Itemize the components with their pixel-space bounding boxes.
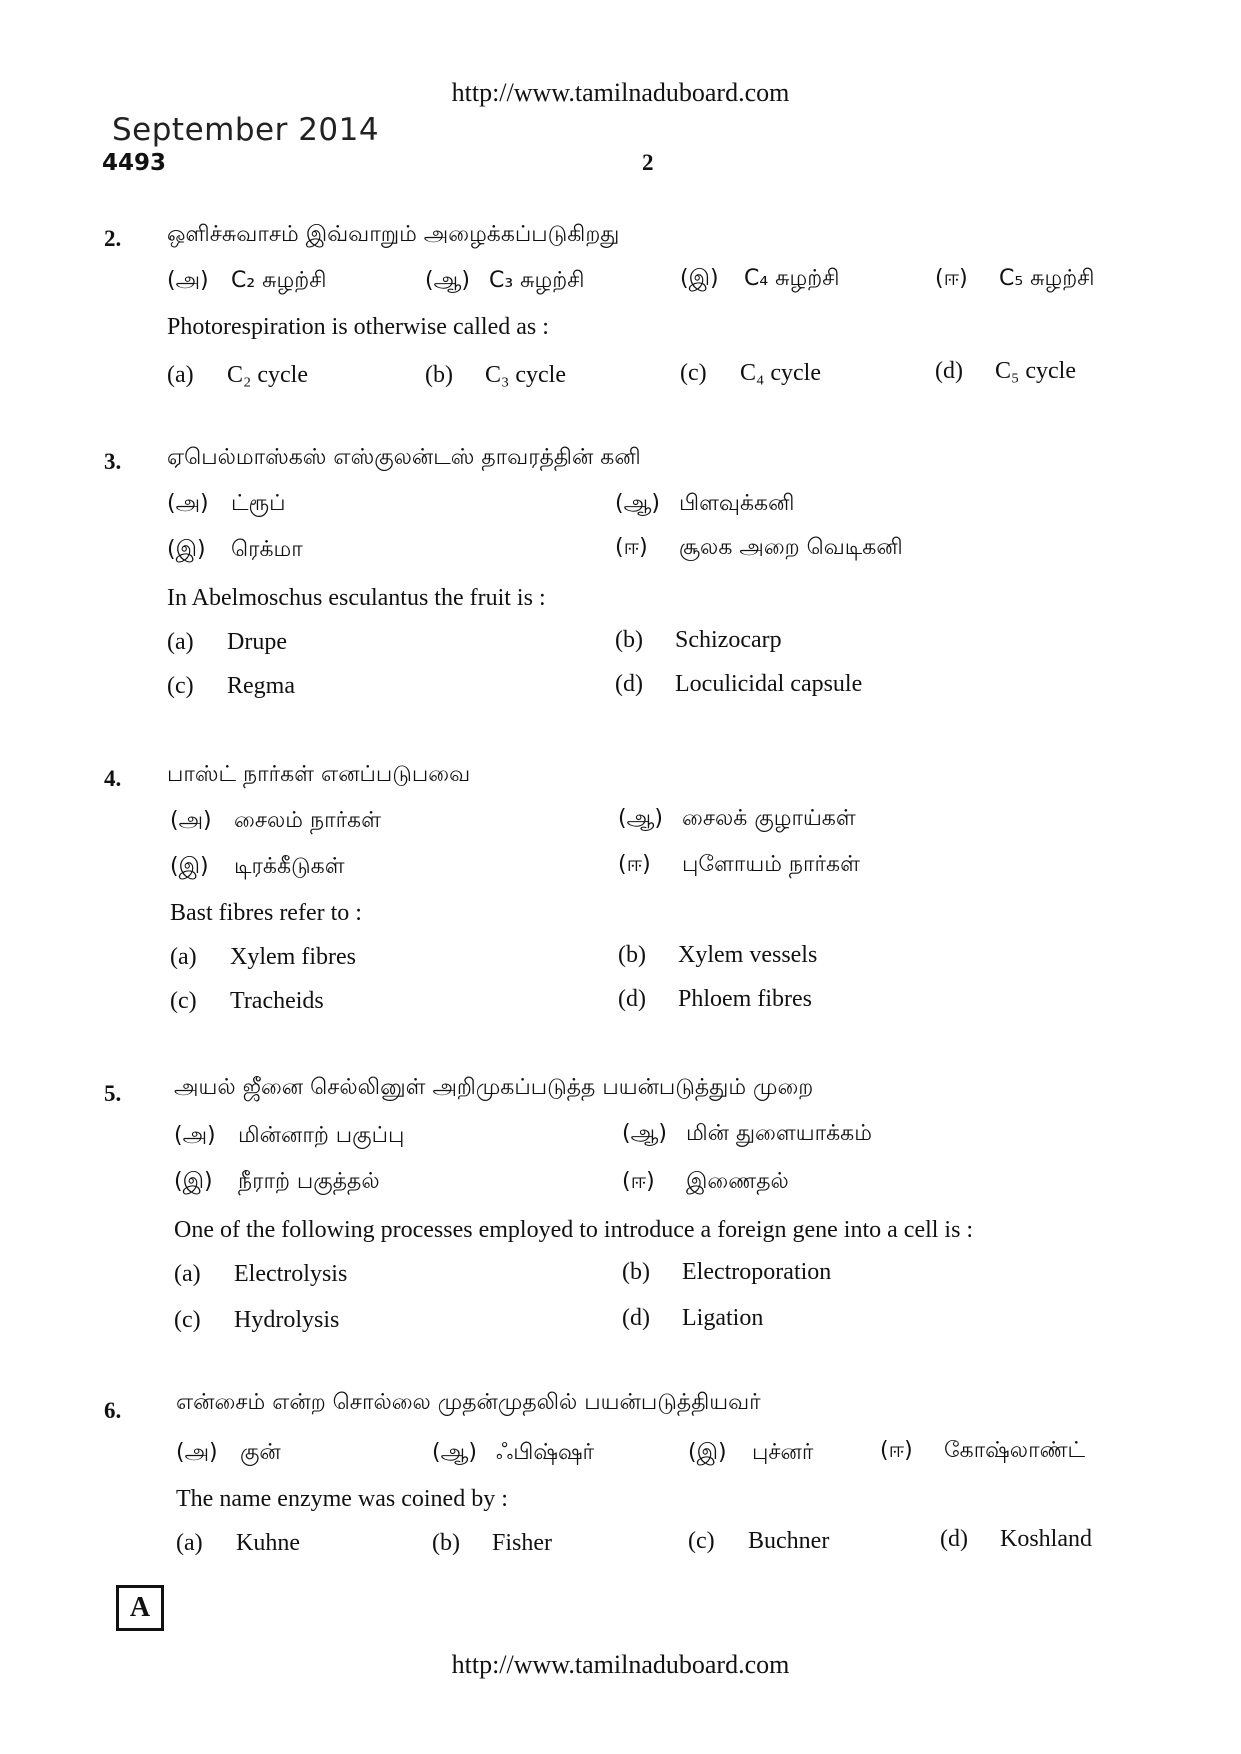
option-text: Schizocarp (675, 627, 782, 653)
option-label: (அ) (170, 808, 212, 833)
tamil-option-d (880, 1438, 1085, 1466)
option-text: Hydrolysis (234, 1307, 340, 1333)
option-text: Koshland (1000, 1526, 1092, 1552)
tamil-option-b (615, 491, 794, 519)
option-text: C₄ சுழற்சி (744, 266, 840, 291)
option-label: (அ) (176, 1440, 218, 1465)
option-d (935, 358, 1076, 385)
option-text: Phloem fibres (678, 986, 812, 1012)
question-number: 4. (104, 766, 122, 791)
option-c (167, 673, 295, 700)
option-label: (இ) (680, 266, 719, 291)
tamil-option-a (170, 808, 381, 836)
tamil-option-d (618, 852, 860, 880)
handwritten-date: September 2014 (112, 112, 380, 148)
option-text: Xylem fibres (230, 944, 356, 970)
option-label: (அ) (174, 1123, 216, 1148)
option-text: பிளவுக்கனி (679, 491, 795, 516)
question-tamil: என்சைம் என்ற சொல்லை முதன்முதலில் பயன்படுத்தியவர் (176, 1390, 761, 1415)
question-english: The name enzyme was coined by : (176, 1486, 508, 1512)
option-label: (d) (615, 671, 643, 697)
option-text: சைலக் குழாய்கள் (682, 806, 856, 831)
option-c (680, 360, 821, 387)
option-d (615, 671, 862, 698)
paper-code: 4493 (102, 150, 167, 176)
option-label: (ஈ) (618, 852, 651, 877)
tamil-option-c (174, 1169, 380, 1197)
tamil-option-b (622, 1121, 872, 1149)
option-b (615, 627, 782, 654)
option-text: ட்ரூப் (231, 491, 286, 516)
option-d (618, 986, 812, 1013)
page-number: 2 (642, 150, 654, 175)
option-text: Xylem vessels (678, 942, 818, 968)
option-label: (a) (170, 944, 197, 970)
option-text: C₅ சுழற்சி (999, 266, 1095, 291)
option-label: (இ) (167, 537, 206, 562)
option-label: (a) (167, 362, 194, 388)
set-letter-box: A (116, 1585, 164, 1631)
tamil-option-c (167, 537, 303, 565)
option-label: (ஆ) (618, 806, 663, 831)
option-label: (ஆ) (425, 268, 470, 293)
option-label: (d) (622, 1305, 650, 1331)
option-text: கோஷ்லாண்ட் (944, 1438, 1086, 1463)
option-text: புச்னர் (752, 1440, 814, 1465)
option-label: (c) (688, 1528, 715, 1554)
option-a (167, 362, 308, 389)
option-d (940, 1526, 1092, 1553)
option-text: Tracheids (230, 988, 324, 1014)
option-label: (இ) (688, 1440, 727, 1465)
question-tamil: பாஸ்ட் நார்கள் எனப்படுபவை (167, 762, 471, 787)
option-label: (d) (935, 358, 963, 384)
option-a (176, 1530, 300, 1557)
option-label: (ஈ) (935, 266, 968, 291)
tamil-option-a (167, 491, 286, 519)
option-b (432, 1530, 552, 1557)
option-label: (b) (615, 627, 643, 653)
option-c (170, 988, 324, 1015)
tamil-option-c (170, 854, 345, 882)
option-label: (b) (432, 1530, 460, 1556)
option-text: Ligation (682, 1305, 764, 1331)
option-label: (ஈ) (880, 1438, 913, 1463)
tamil-option-a (167, 268, 326, 296)
option-b (622, 1259, 831, 1286)
option-label: (இ) (174, 1169, 213, 1194)
question-english: One of the following processes employed to introduce a foreign gene into a cell is : (174, 1217, 974, 1243)
option-text: டிரக்கீடுகள் (234, 854, 345, 879)
option-label: (இ) (170, 854, 209, 879)
tamil-option-c (688, 1440, 813, 1468)
option-text: C₃ சுழற்சி (489, 268, 585, 293)
option-b (425, 362, 566, 389)
option-text: மின் துளையாக்கம் (686, 1121, 872, 1146)
option-label: (c) (174, 1307, 201, 1333)
option-text: Loculicidal capsule (675, 671, 863, 697)
option-b (618, 942, 817, 969)
option-text: C₅ cycle (995, 358, 1076, 384)
option-text: C₄ cycle (740, 360, 821, 386)
option-text: Regma (227, 673, 295, 699)
option-text: குன் (240, 1440, 281, 1465)
option-label: (b) (622, 1259, 650, 1285)
option-label: (a) (176, 1530, 203, 1556)
option-a (170, 944, 356, 971)
question-tamil: ஏபெல்மாஸ்கஸ் எஸ்குலன்டஸ் தாவரத்தின் கனி (167, 445, 641, 470)
tamil-option-d (622, 1169, 789, 1197)
option-label: (ஆ) (615, 491, 660, 516)
option-label: (d) (940, 1526, 968, 1552)
tamil-option-c (680, 266, 839, 294)
question-number: 2. (104, 226, 122, 251)
option-a (174, 1261, 347, 1288)
option-label: (c) (167, 673, 194, 699)
option-text: C₂ cycle (227, 362, 308, 388)
option-label: (ஈ) (622, 1169, 655, 1194)
question-number: 6. (104, 1398, 122, 1423)
option-text: Kuhne (236, 1530, 300, 1556)
tamil-option-b (618, 806, 856, 834)
question-english: In Abelmoschus esculantus the fruit is : (167, 585, 546, 611)
question-tamil: ஒளிச்சுவாசம் இவ்வாறும் அழைக்கப்படுகிறது (167, 222, 620, 247)
header-url: http://www.tamilnaduboard.com (451, 78, 790, 107)
option-text: சூலக அறை வெடிகனி (679, 535, 903, 560)
option-label: (b) (618, 942, 646, 968)
option-text: Electroporation (682, 1259, 832, 1285)
option-label: (d) (618, 986, 646, 1012)
question-tamil: அயல் ஜீனை செல்லினுள் அறிமுகப்படுத்த பயன்படுத்தும் முறை (174, 1075, 814, 1100)
option-text: Electrolysis (234, 1261, 348, 1287)
option-text: நீராற் பகுத்தல் (238, 1169, 380, 1194)
option-c (174, 1307, 339, 1334)
tamil-option-a (176, 1440, 281, 1468)
question-english: Photorespiration is otherwise called as : (167, 314, 549, 340)
option-label: (அ) (167, 268, 209, 293)
option-a (167, 629, 287, 656)
option-text: சைலம் நார்கள் (234, 808, 381, 833)
tamil-option-a (174, 1123, 404, 1151)
option-text: ஃபிஷ்ஷர் (496, 1440, 595, 1465)
tamil-option-d (935, 266, 1094, 294)
option-label: (அ) (167, 491, 209, 516)
option-text: புளோயம் நார்கள் (682, 852, 860, 877)
tamil-option-b (425, 268, 584, 296)
tamil-option-d (615, 535, 903, 563)
option-label: (b) (425, 362, 453, 388)
option-label: (ஈ) (615, 535, 648, 560)
option-label: (c) (680, 360, 707, 386)
question-number: 3. (104, 449, 122, 474)
option-label: (c) (170, 988, 197, 1014)
option-text: மின்னாற் பகுப்பு (238, 1123, 405, 1148)
option-text: Buchner (748, 1528, 830, 1554)
option-c (688, 1528, 829, 1555)
tamil-option-b (432, 1440, 594, 1468)
question-english: Bast fibres refer to : (170, 900, 362, 926)
option-label: (a) (174, 1261, 201, 1287)
option-text: ரெக்மா (231, 537, 303, 562)
option-text: இணைதல் (686, 1169, 789, 1194)
option-text: C₃ cycle (485, 362, 566, 388)
question-number: 5. (104, 1081, 122, 1106)
option-label: (ஆ) (622, 1121, 667, 1146)
option-d (622, 1305, 763, 1332)
option-label: (ஆ) (432, 1440, 477, 1465)
option-label: (a) (167, 629, 194, 655)
footer-url: http://www.tamilnaduboard.com (451, 1650, 790, 1679)
option-text: Fisher (492, 1530, 552, 1556)
option-text: C₂ சுழற்சி (231, 268, 327, 293)
option-text: Drupe (227, 629, 287, 655)
